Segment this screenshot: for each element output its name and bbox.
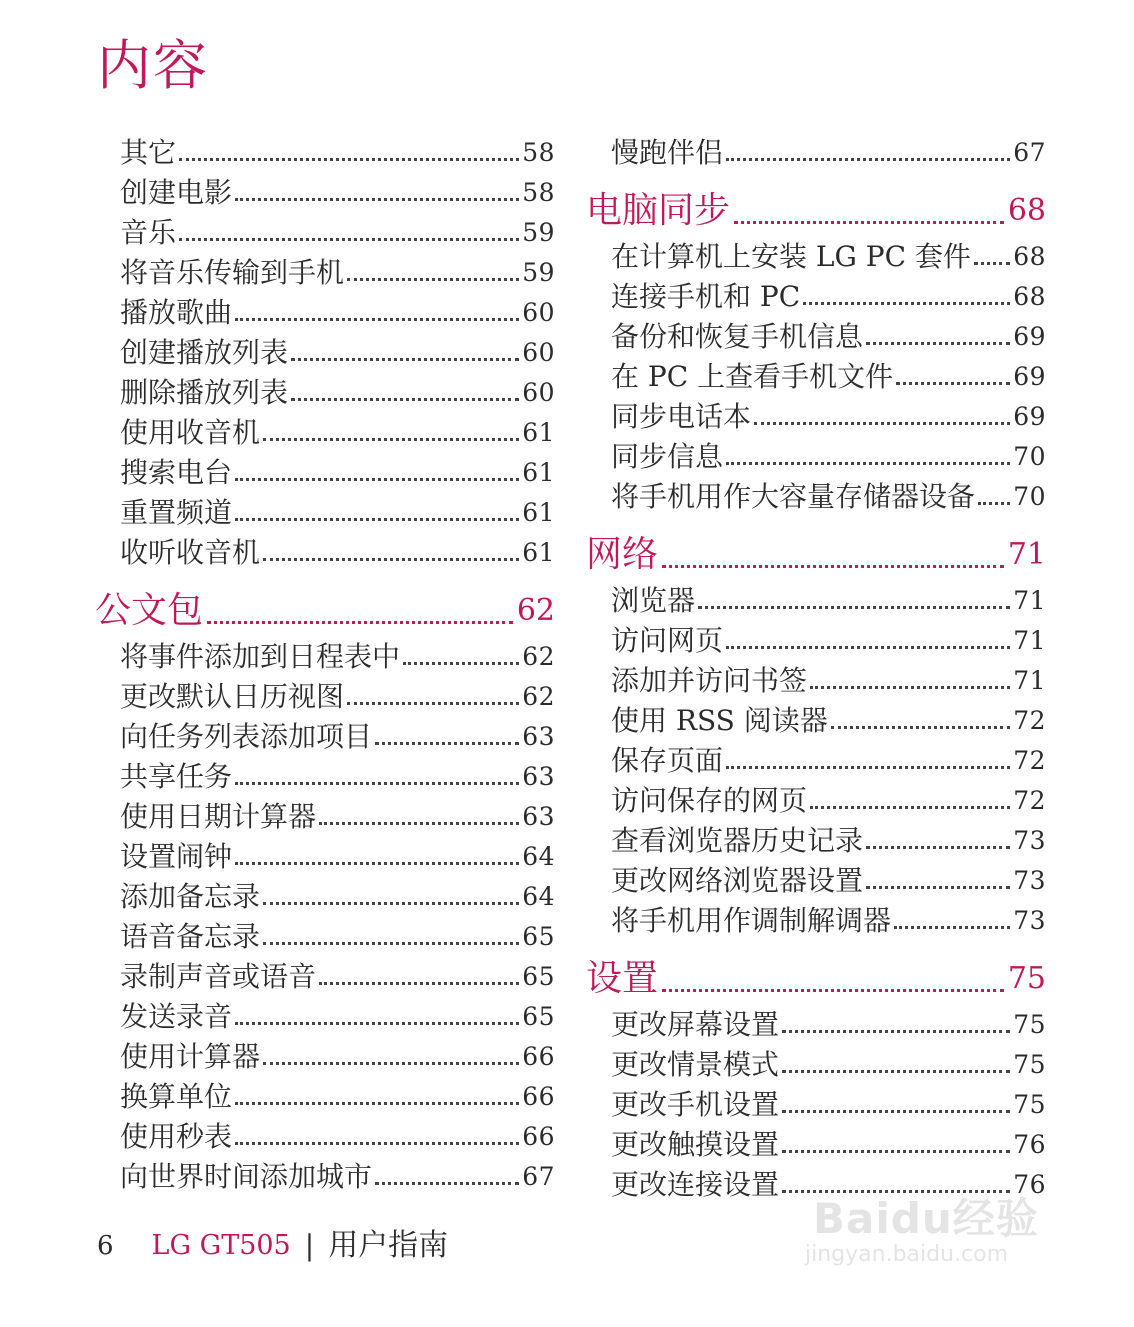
entry-label: 备份和恢复手机信息 [611,320,864,353]
section-label: 网络 [586,534,659,575]
toc-entry[interactable] [586,861,1046,901]
page-number: 70 [1013,442,1046,471]
footer-model-name: LG GT505 [151,1230,291,1261]
toc-entry[interactable] [586,317,1046,357]
page-number: 72 [1013,706,1046,735]
entry-label: 更改网络浏览器设置 [611,864,864,897]
dot-leader [207,621,513,624]
page-number: 73 [1013,866,1046,895]
dot-leader [263,902,519,905]
footer-separator: | [304,1229,315,1262]
entry-label: 使用收音机 [120,416,261,449]
dot-leader [803,302,1010,305]
toc-entry[interactable] [95,957,555,997]
page-number: 64 [522,842,555,871]
entry-label: 创建电影 [120,176,233,209]
toc-entry[interactable] [586,621,1046,661]
page-number: 71 [1007,537,1046,572]
page-number: 73 [1013,826,1046,855]
page-number: 61 [522,538,555,567]
toc-entry[interactable] [95,453,555,493]
entry-label: 更改默认日历视图 [120,680,345,713]
toc-entry[interactable] [95,1157,555,1197]
toc-entry[interactable] [95,1077,555,1117]
dot-leader [866,342,1010,345]
dot-leader [782,1070,1010,1073]
page-number: 69 [1013,322,1046,351]
dot-leader [347,278,519,281]
page-number: 69 [1013,402,1046,431]
toc-entry[interactable] [586,741,1046,781]
toc-entry[interactable] [95,757,555,797]
dot-leader [291,398,519,401]
entry-label: 查看浏览器历史记录 [611,824,864,857]
dot-leader [403,662,519,665]
section-label: 公文包 [95,590,204,631]
dot-leader [782,1110,1010,1113]
toc-entry[interactable] [586,1005,1046,1045]
toc-entry[interactable] [586,781,1046,821]
dot-leader [263,942,519,945]
dot-leader [866,886,1010,889]
dot-leader [894,926,1010,929]
page-number: 68 [1013,282,1046,311]
page-number: 72 [1013,746,1046,775]
page-number: 71 [1013,626,1046,655]
dot-leader [235,1102,519,1105]
toc-entry[interactable] [586,357,1046,397]
page-number: 61 [522,418,555,447]
page-number: 76 [1013,1130,1046,1159]
entry-label: 更改屏幕设置 [611,1008,780,1041]
entry-label: 在 PC 上查看手机文件 [611,360,894,393]
entry-label: 更改手机设置 [611,1088,780,1121]
dot-leader [782,1150,1010,1153]
entry-label: 将事件添加到日程表中 [120,640,401,673]
entry-label: 换算单位 [120,1080,233,1113]
entry-label: 其它 [120,136,177,169]
toc-left-column [95,133,555,1197]
entry-label: 同步信息 [611,440,724,473]
toc-entry[interactable] [95,837,555,877]
entry-label: 录制声音或语音 [120,960,317,993]
toc-entry[interactable] [586,477,1046,517]
dot-leader [263,1062,519,1065]
page-number: 75 [1013,1010,1046,1039]
dot-leader [235,782,519,785]
page-number: 68 [1013,242,1046,271]
page-number: 59 [522,218,555,247]
entry-label: 搜索电台 [120,456,233,489]
entry-label: 访问保存的网页 [611,784,808,817]
page-number: 71 [1013,586,1046,615]
page-number: 68 [1007,193,1046,228]
entry-label: 添加并访问书签 [611,664,808,697]
page-number: 65 [522,922,555,951]
page-title: 内容 [97,34,209,97]
page-number: 60 [522,338,555,367]
entry-label: 发送录音 [120,1000,233,1033]
entry-label: 使用秒表 [120,1120,233,1153]
footer-guide-title: 用户指南 [328,1228,449,1263]
dot-leader [291,358,519,361]
dot-leader [662,565,1004,568]
toc-entry[interactable] [95,997,555,1037]
toc-entry[interactable] [95,797,555,837]
dot-leader [726,158,1010,161]
entry-label: 慢跑伴侣 [611,136,724,169]
toc-entry[interactable] [95,293,555,333]
dot-leader [375,1182,519,1185]
dot-leader [896,382,1010,385]
toc-entry[interactable] [95,173,555,213]
dot-leader [866,846,1010,849]
toc-entry[interactable] [586,277,1046,317]
page-number: 70 [1013,482,1046,511]
page-number: 65 [522,962,555,991]
toc-entry[interactable] [586,901,1046,941]
dot-leader [662,989,1004,992]
dot-leader [319,822,519,825]
page-number: 65 [522,1002,555,1031]
dot-leader [831,726,1010,729]
entry-label: 播放歌曲 [120,296,233,329]
toc-entry[interactable] [586,1045,1046,1085]
dot-leader [235,478,519,481]
dot-leader [263,558,519,561]
page-number: 58 [522,138,555,167]
dot-leader [263,438,519,441]
toc-entry[interactable] [95,133,555,173]
page-number: 58 [522,178,555,207]
entry-label: 将音乐传输到手机 [120,256,345,289]
dot-leader [698,606,1010,609]
toc-entry[interactable] [95,373,555,413]
entry-label: 更改连接设置 [611,1168,780,1201]
dot-leader [734,221,1004,224]
entry-label: 删除播放列表 [120,376,289,409]
dot-leader [179,158,519,161]
page-number: 75 [1013,1090,1046,1119]
toc-entry[interactable] [95,213,555,253]
page-number: 76 [1013,1170,1046,1199]
section-label: 设置 [586,958,659,999]
entry-label: 在计算机上安装 LG PC 套件 [611,240,971,273]
entry-label: 浏览器 [611,584,696,617]
page-number: 62 [516,593,555,628]
entry-label: 语音备忘录 [120,920,261,953]
toc-entry[interactable] [95,1117,555,1157]
toc-section-heading[interactable] [586,529,1046,581]
section-label: 电脑同步 [586,190,731,231]
page-number: 63 [522,722,555,751]
entry-label: 添加备忘录 [120,880,261,913]
toc-entry[interactable] [95,917,555,957]
entry-label: 更改触摸设置 [611,1128,780,1161]
toc-entry[interactable] [95,677,555,717]
entry-label: 设置闹钟 [120,840,233,873]
page-number: 60 [522,378,555,407]
toc-entry[interactable] [95,413,555,453]
page-number: 66 [522,1042,555,1071]
toc-entry[interactable] [95,637,555,677]
page-number: 67 [522,1162,555,1191]
watermark-url: jingyan.baidu.com [805,1242,1009,1267]
entry-label: 将手机用作调制解调器 [611,904,892,937]
page-number: 62 [522,682,555,711]
toc-section-heading[interactable] [586,185,1046,237]
footer-page-number: 6 [97,1231,114,1261]
toc-entry[interactable] [586,437,1046,477]
entry-label: 创建播放列表 [120,336,289,369]
dot-leader [726,766,1010,769]
entry-label: 同步电话本 [611,400,752,433]
toc-entry[interactable] [586,133,1046,173]
entry-label: 将手机用作大容量存储器设备 [611,480,976,513]
entry-label: 连接手机和 PC [611,280,801,313]
dot-leader [978,502,1010,505]
dot-leader [319,982,519,985]
page-number: 61 [522,458,555,487]
watermark-brand: Baidu经验 [813,1194,1039,1243]
toc-section-heading[interactable] [95,585,555,637]
dot-leader [179,238,519,241]
toc-entry[interactable] [95,533,555,573]
entry-label: 使用日期计算器 [120,800,317,833]
page-number: 75 [1013,1050,1046,1079]
toc-entry[interactable] [586,1085,1046,1125]
toc-entry[interactable] [586,237,1046,277]
page-number: 73 [1013,906,1046,935]
toc-section-heading[interactable] [586,953,1046,1005]
entry-label: 使用计算器 [120,1040,261,1073]
dot-leader [754,422,1010,425]
entry-label: 音乐 [120,216,177,249]
dot-leader [810,806,1010,809]
entry-label: 保存页面 [611,744,724,777]
page-number: 64 [522,882,555,911]
page-number: 67 [1013,138,1046,167]
toc-entry[interactable] [95,717,555,757]
dot-leader [974,262,1010,265]
page-number: 66 [522,1122,555,1151]
entry-label: 使用 RSS 阅读器 [611,704,828,737]
page-number: 62 [522,642,555,671]
entry-label: 更改情景模式 [611,1048,780,1081]
dot-leader [726,462,1010,465]
page-footer [97,1226,448,1266]
toc-entry[interactable] [95,1037,555,1077]
toc-entry[interactable] [586,701,1046,741]
toc-entry[interactable] [586,581,1046,621]
entry-label: 共享任务 [120,760,233,793]
page-number: 61 [522,498,555,527]
entry-label: 向任务列表添加项目 [120,720,373,753]
entry-label: 重置频道 [120,496,233,529]
entry-label: 访问网页 [611,624,724,657]
page-number: 60 [522,298,555,327]
page-number: 63 [522,802,555,831]
toc-entry[interactable] [586,821,1046,861]
baidu-watermark-logo [805,1186,1060,1286]
page-number: 75 [1007,961,1046,996]
page-number: 59 [522,258,555,287]
dot-leader [375,742,519,745]
toc-entry[interactable] [95,877,555,917]
dot-leader [782,1030,1010,1033]
dot-leader [235,862,519,865]
toc-entry[interactable] [586,661,1046,701]
dot-leader [235,198,519,201]
toc-entry[interactable] [95,253,555,293]
toc-entry[interactable] [586,1125,1046,1165]
toc-right-column [586,133,1046,1205]
dot-leader [235,518,519,521]
page-number: 69 [1013,362,1046,391]
dot-leader [810,686,1010,689]
toc-entry[interactable] [95,493,555,533]
dot-leader [726,646,1010,649]
entry-label: 向世界时间添加城市 [120,1160,373,1193]
toc-entry[interactable] [586,397,1046,437]
page-number: 72 [1013,786,1046,815]
page-number: 71 [1013,666,1046,695]
toc-entry[interactable] [95,333,555,373]
entry-label: 收听收音机 [120,536,261,569]
page-number: 66 [522,1082,555,1111]
dot-leader [235,318,519,321]
dot-leader [235,1022,519,1025]
dot-leader [347,702,519,705]
dot-leader [235,1142,519,1145]
page-number: 63 [522,762,555,791]
